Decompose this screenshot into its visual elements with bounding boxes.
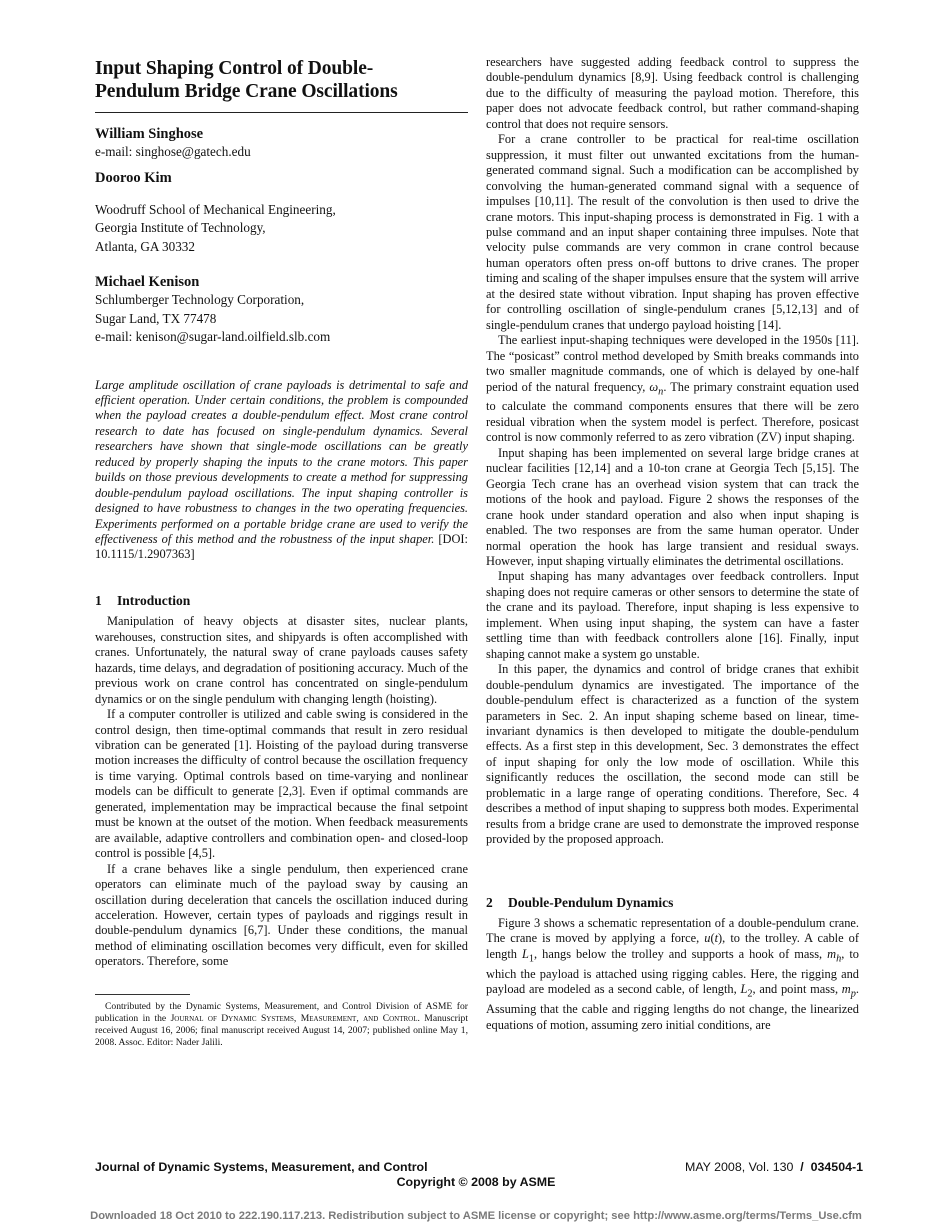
paragraph: For a crane controller to be practical for real-time oscillation suppression, it must filter out unwanted excitations from the human-generated command signal. Such a modification can be accomplished by convolving the human-generated command signal with a sequence of impulses [10,11]. The result of the convolution is then used to drive the crane motors. This input-shaping process is demonstrated in Fig. 1 with a pulse command and an input shaper containing three impulses. Note that velocity pulse commands are very common in crane control because human operators often press on-off buttons to drive cranes. The proper timing and scaling of the shaper impulses ensure that the system will arrive at the desired state without vibration. Input shaping has proven effective for controlling oscillation of single-pendulum cranes [5,12,13] and of single-pendulum cranes that undergo payload hoisting [14]. [486,132,860,332]
abstract [95,378,468,563]
paragraph: Input shaping has many advantages over feedback controllers. Input shaping does not require cameras or other sensors to determine the state of the crane and its payload. Therefore, input shaping is less expensive to implement. When using input shaping, the system can have a faster settling time than with feedback controllers alone [16]. Finally, input shaping cannot make a system go unstable. [486,569,859,661]
paragraph: researchers have suggested adding feedback control to suppress the double-pendulum dynamics [8,9]. Using feedback control is challenging due to the difficulty of measuring the payload motion. Therefore, this paper does not advocate feedback control, but rather command-shaping control that does not require sensors. [486,55,859,131]
paragraph: Figure 3 shows a schematic representation of a double-pendulum crane. The crane is moved by applying a force, u(t), to the trolley. A cable of length $L_1$, hangs below the trolley and supports a hook of mass, $m_h$, to which the payload is attached using rigging cables. Here, the rigging and payload are modeled as a second cable, of length, $L_2$, and point mass, $m_p$. Assuming that the cable and rigging lengths do not change, the linearized equations of motion, assuming zero initial conditions, are [486,916,860,1032]
title-line-2: Pendulum Bridge Crane Oscillations [95,81,398,102]
author-email: e-mail: kenison@sugar-land.oilfield.slb.com [95,329,331,344]
footer-issue: MAY 2008, Vol. 130 / 034504-1 [685,1160,863,1174]
section-number: 2 [486,894,493,910]
title-rule [95,112,468,113]
affiliation-line: Atlanta, GA 30332 [95,238,195,254]
page-number: 034504-1 [810,1160,863,1174]
affiliation-line: Woodruff School of Mechanical Engineering, [95,201,336,217]
download-notice: Downloaded 18 Oct 2010 to 222.190.117.213. Redistribution subject to ASME license or copyright; see http://www.asme.org/terms/Terms_Use.cfm [90,1210,862,1222]
paragraph: Manipulation of heavy objects at disaster sites, nuclear plants, warehouses, construction sites, and shipyards is often accomplished with cranes. Unfortunately, the natural sway of crane payloads causes safety hazards, time delays, and degradation of positioning accuracy. Much of the previous work on crane control has concentrated on single-pendulum dynamics or on the single pendulum with changing length (hoisting). [95,614,468,706]
footer-journal: Journal of Dynamic Systems, Measurement, and Control [95,1160,428,1174]
section-title: Double-Pendulum Dynamics [508,894,674,910]
footnote: Contributed by the Dynamic Systems, Measurement, and Control Division of ASME for publication in the Journal of Dynamic Systems, Measurement, and Control. Manuscript received August 16, 2006; final manuscript received August 14, 2007; published online May 1, 2008. Assoc. Editor: Nader Jalili. [95,1000,469,1049]
abstract-text: Large amplitude oscillation of crane payloads is detrimental to safe and efficient operation. Under certain conditions, the problem is compounded when the payload creates a double-pendulum effect. Most crane control research to date has focused on single-pendulum dynamics. Several researchers have shown that single-mode oscillations can be greatly reduced by properly shaping the inputs to the crane motors. This paper builds on those previous developments to create a method for suppressing double-pendulum payload oscillations. The input shaping controller is designed to have robustness to changes in the two operating frequencies. Experiments performed on a portable bridge crane are used to verify the effectiveness of this method and the robustness of the input shaper. [95,377,468,547]
affiliation-block [95,201,468,257]
section-title: Introduction [117,592,191,608]
section-number: 1 [95,592,102,608]
affiliation-line: Georgia Institute of Technology, [95,220,266,235]
omega-symbol: ω [649,379,659,394]
paragraph: If a crane behaves like a single pendulum, then experienced crane operators can eliminate much of the payload sway by causing an oscillation during deceleration that cancels the oscillation induced during acceleration. However, certain types of payloads and riggings result in double-pendulum dynamics [6,7]. Under these conditions, the manual method of eliminating oscillation becomes very difficult, even for skilled operators. Therefore, some [95,861,468,969]
affiliation-line: Sugar Land, TX 77478 [95,310,217,326]
section-heading-intro [95,593,468,608]
paragraph: If a computer controller is utilized and cable swing is considered in the control design, then time-optimal commands that result in zero residual vibration can be generated [1]. Hoisting of the payload during transverse motion increases the difficulty of control because the oscillation frequency is time varying. Optimal controls based on time-varying and nonlinear models can be difficult to generate [2,3]. Even if optimal commands are generated, implementation may be impractical because the final setpoint must be known at the outset of the motion. When feedback measurements are available, adaptive controllers and combination open- and closed-loop control is possible [4,5]. [95,707,468,861]
author-email: e-mail: singhose@gatech.edu [95,144,251,159]
author-name: William Singhose [95,126,204,142]
footnote-rule [95,994,190,995]
paper-title [95,57,468,103]
left-column [95,55,468,1050]
journal-name: Journal of Dynamic Systems, Measurement, and Control [170,1013,418,1025]
paragraph: The earliest input-shaping techniques were developed in the 1950s [11]. The “posicast” control method developed by Smith breaks commands into two smaller magnitude commands, one of which is delayed by one-half period of the natural frequency, $\omega_n$. The primary constraint equation used to calculate the command components ensures that there will be zero residual vibration when the system model is perfect. Therefore, posicast control is now commonly referred to as zero vibration (ZV) input shaping. [486,333,859,445]
affiliation-line: Schlumberger Technology Corporation, [95,292,305,307]
paragraph: In this paper, the dynamics and control of bridge cranes that exhibit double-pendulum dynamics are investigated. The importance of the double-pendulum effect is characterized as a function of the system parameters in Sec. 2. An input shaping scheme based on linear, time-invariant dynamics is then developed to mitigate the double-pendulum effects. As a first step in this development, Sec. 3 demonstrates the effect of input shaping for only the low mode of oscillation. While this significantly reduces the oscillation, the second mode can still be problematic in a large range of operating conditions. Therefore, Sec. 4 describes a method of input shaping to suppress both modes. Experimental results from a bridge crane are used to demonstrate the improved response provided by the proposed approach. [486,662,859,847]
author-name: Dooroo Kim [95,169,172,186]
copyright: Copyright © 2008 by ASME [396,1175,556,1189]
author-name: Michael Kenison [95,274,200,290]
title-line-1: Input Shaping Control of Double- [95,58,374,79]
footnote-block [95,994,468,1050]
right-column [486,55,859,1033]
doi: [DOI: 10.1115/1.2907363] [95,532,468,562]
paragraph: Input shaping has been implemented on several large bridge cranes at nuclear facilities [12,14] and a 10-ton crane at Georgia Tech [5,15]. The Georgia Tech crane has an overhead vision system that can track the motions of the hook and payload. Figure 2 shows the responses of the crane hook under standard operation and also when input shaping is enabled. The two responses are from the same human operator. Under normal operation the hook has large transient and residual sways. However, input shaping virtually eliminates the detrimental oscillations. [486,445,859,568]
section-heading-dynamics [486,895,859,910]
